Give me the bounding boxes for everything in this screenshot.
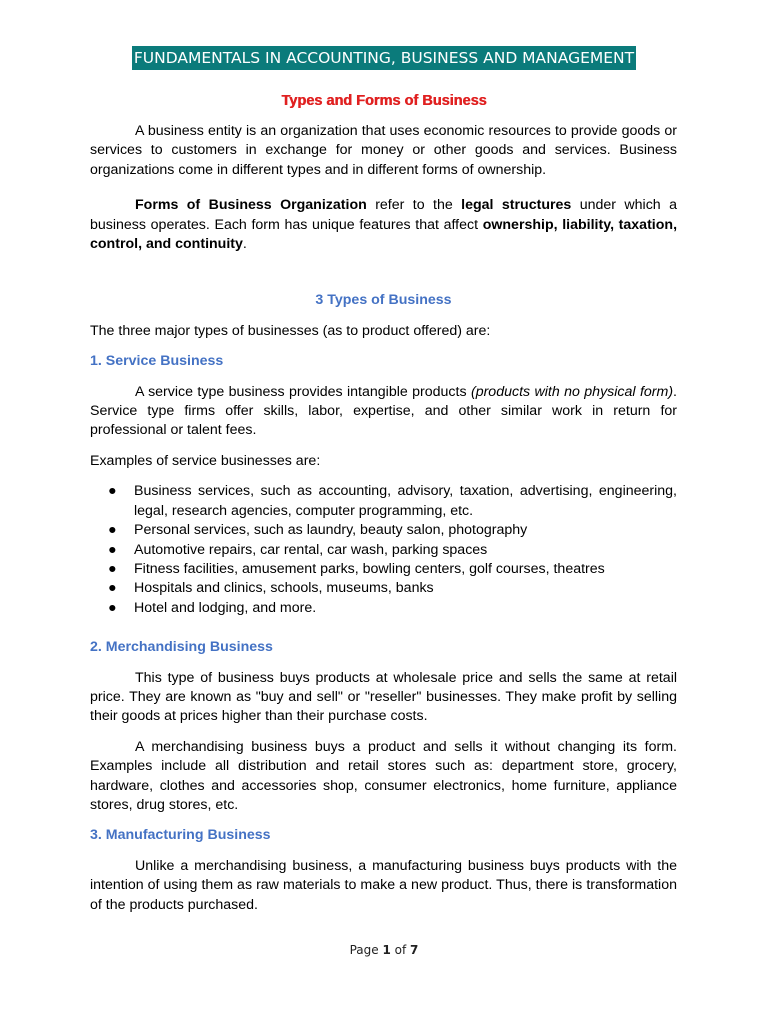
manufacturing-paragraph: Unlike a merchandising business, a manufacturing business buys products with the intention of using them as raw materials to make a new product. Thus, there is transformation of the products purchased. bbox=[90, 857, 677, 913]
document-body bbox=[90, 122, 677, 915]
bullet-icon: ● bbox=[108, 522, 117, 539]
document-title-bar bbox=[0, 46, 768, 70]
service-examples-lead: Examples of service businesses are: bbox=[90, 452, 321, 469]
document-title: FUNDAMENTALS IN ACCOUNTING, BUSINESS AND MANAGEMENT bbox=[132, 46, 636, 70]
bullet-icon: ● bbox=[108, 541, 117, 558]
section-title: Types and Forms of Business bbox=[281, 93, 487, 109]
intro-paragraph-2: Forms of Business Organization refer to the legal structures under which a business operates. Each form has unique features that affect ownership, liability, taxation, control, and continuity. bbox=[90, 197, 678, 253]
italic-note: (products with no physical form) bbox=[470, 383, 674, 400]
bold-term: legal structures bbox=[461, 197, 572, 214]
list-item: ● Personal services, such as laundry, beauty salon, photography bbox=[90, 521, 677, 540]
list-item: ● Hotel and lodging, and more. bbox=[90, 599, 677, 618]
manufacturing-heading: 3. Manufacturing Business bbox=[90, 827, 271, 844]
service-examples-list bbox=[90, 482, 677, 618]
bold-term: ownership, liability, taxation, control, and continuity bbox=[90, 216, 678, 253]
merchandising-heading: 2. Merchandising Business bbox=[90, 639, 273, 656]
list-item: ● Automotive repairs, car rental, car wash, parking spaces bbox=[90, 541, 677, 560]
total-page-number: 7 bbox=[410, 943, 419, 957]
page-footer: Page 1 of 7 bbox=[349, 943, 419, 957]
merchandising-paragraph-1: This type of business buys products at wholesale price and sells the same at retail price. They are known as "buy and sell" or "reseller" businesses. They make profit by selling their goods at prices higher than their purchase costs. bbox=[90, 669, 677, 725]
list-item: ● Business services, such as accounting, advisory, taxation, advertising, engineering, legal, research agencies, computer programming, etc. bbox=[108, 483, 677, 519]
bullet-icon: ● bbox=[108, 580, 117, 597]
types-lead: The three major types of businesses (as to product offered) are: bbox=[90, 322, 491, 339]
bullet-icon: ● bbox=[108, 560, 117, 577]
merchandising-paragraph-2: A merchandising business buys a product and sells it without changing its form. Examples include all distribution and retail stores such as: department store, grocery, hardware, clothes and accessories shop, consumer electronics, home furniture, appliance stores, drug stores, etc. bbox=[90, 738, 677, 813]
bold-term: Forms of Business Organization bbox=[135, 197, 367, 214]
intro-paragraph-1: A business entity is an organization that uses economic resources to provide goods or services to customers in exchange for money or other goods and services. Business organizations come in different types and in different forms of ownership. bbox=[90, 123, 677, 178]
bullet-icon: ● bbox=[108, 483, 117, 500]
list-item: ● Hospitals and clinics, schools, museums, banks bbox=[90, 579, 677, 598]
current-page-number: 1 bbox=[382, 943, 391, 957]
bullet-icon: ● bbox=[108, 599, 117, 616]
service-heading: 1. Service Business bbox=[90, 353, 224, 370]
list-item: ● Fitness facilities, amusement parks, bowling centers, golf courses, theatres bbox=[90, 560, 677, 579]
types-heading: 3 Types of Business bbox=[315, 292, 452, 309]
service-paragraph: A service type business provides intangible products (products with no physical form). Service type firms offer skills, labor, expertise, and other similar work in return for professional or talent fees. bbox=[90, 383, 677, 439]
